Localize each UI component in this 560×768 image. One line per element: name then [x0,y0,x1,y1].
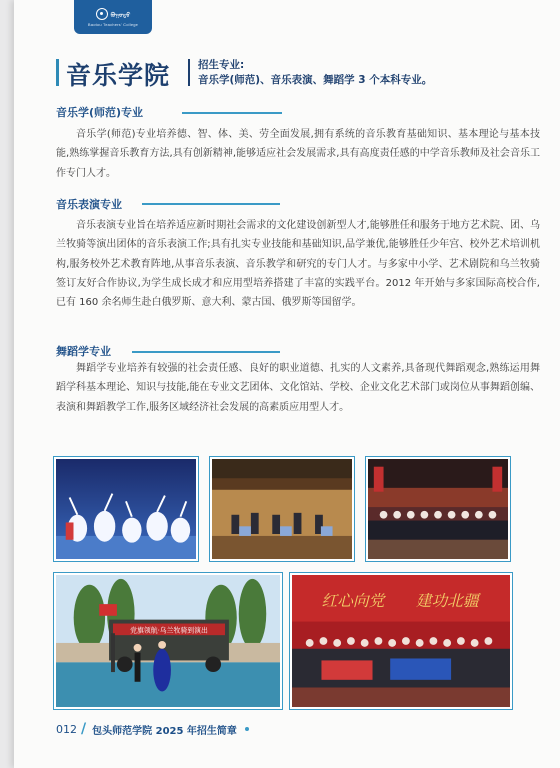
red-banner-left: 红心向党 [321,592,385,611]
photo-outdoor-performance [54,573,282,709]
logo-subtitle: Baotou Teachers' College [87,21,139,27]
brochure-page [14,0,560,768]
section-title-dance: 舞蹈学专业 [56,345,111,358]
header-divider [188,59,190,86]
slash-icon: / [81,721,87,737]
page-number: 012 [56,722,77,736]
red-banner-right: 建功北疆 [415,592,479,611]
page-header [56,56,536,90]
footer-title: 包头师范学院 2025 年招生简章 [92,725,237,737]
section-underline [182,112,282,114]
college-logo [74,0,152,34]
section-title-musicology: 音乐学(师范)专业 [56,106,144,119]
page-footer [56,721,249,737]
header-accent-bar [56,59,59,86]
enroll-majors: 音乐学(师范)、音乐表演、舞蹈学 3 个本科专业。 [198,74,433,86]
photo-group-event [290,573,512,709]
section-title-performance: 音乐表演专业 [56,198,122,211]
section-text-dance: 舞蹈学专业培养有较强的社会责任感、良好的职业道德、扎实的人文素养,具备现代舞蹈观念,熟练运用舞蹈学科基本理论、知识与技能,能在专业文艺团体、文化馆站、学校、企业文化艺术部门或岗位从事舞蹈创编、表演和舞蹈教学工作,服务区域经济社会发展的高素质应用型人才。 [56,363,540,413]
section-text-performance: 音乐表演专业旨在培养适应新时期社会需求的文化建设创新型人才,能够胜任和服务于地方艺术院、团、乌兰牧骑等演出团体的音乐表演工作;具有扎实专业技能和基础知识,品学兼优,能够胜任少年宫、校外艺术培训机构,服务校外艺术教育阵地,从事音乐表演、音乐教学和研究的专门人才。与多家中小学、艺术剧院和乌兰牧骑签订友好合作协议,为学生成长成才和应用型培养搭建了丰富的实践平台。2012 年开始与多家国际高校合作,已有 160 余名师生赴白俄罗斯、意大利、蒙古国、俄罗斯等国留学。 [56,220,540,309]
section-underline [142,203,280,205]
logo-script: ᠪᠣᠭᠣᠲᠣ [110,12,131,19]
college-title: 音乐学院 [66,61,171,90]
photo-orchestra [366,457,510,561]
enroll-label: 招生专业: [198,59,245,71]
emblem-icon [96,8,108,20]
section-text-musicology: 音乐学(师范)专业培养德、智、体、美、劳全面发展,拥有系统的音乐教育基础知识、基本理论与基本技能,熟练掌握音乐教育方法,具有创新精神,能够适应社会发展需求,具有高度责任感的中学音乐教师及社会音乐工作专门人才。 [56,129,540,179]
dot-icon [245,727,249,731]
photo-ensemble-stage [210,457,354,561]
logo-mark [96,8,131,20]
outdoor-banner-text: 党旗领航·乌兰牧骑到演出 [130,626,208,635]
photo-dance-performance [54,457,198,561]
section-underline [132,351,280,353]
